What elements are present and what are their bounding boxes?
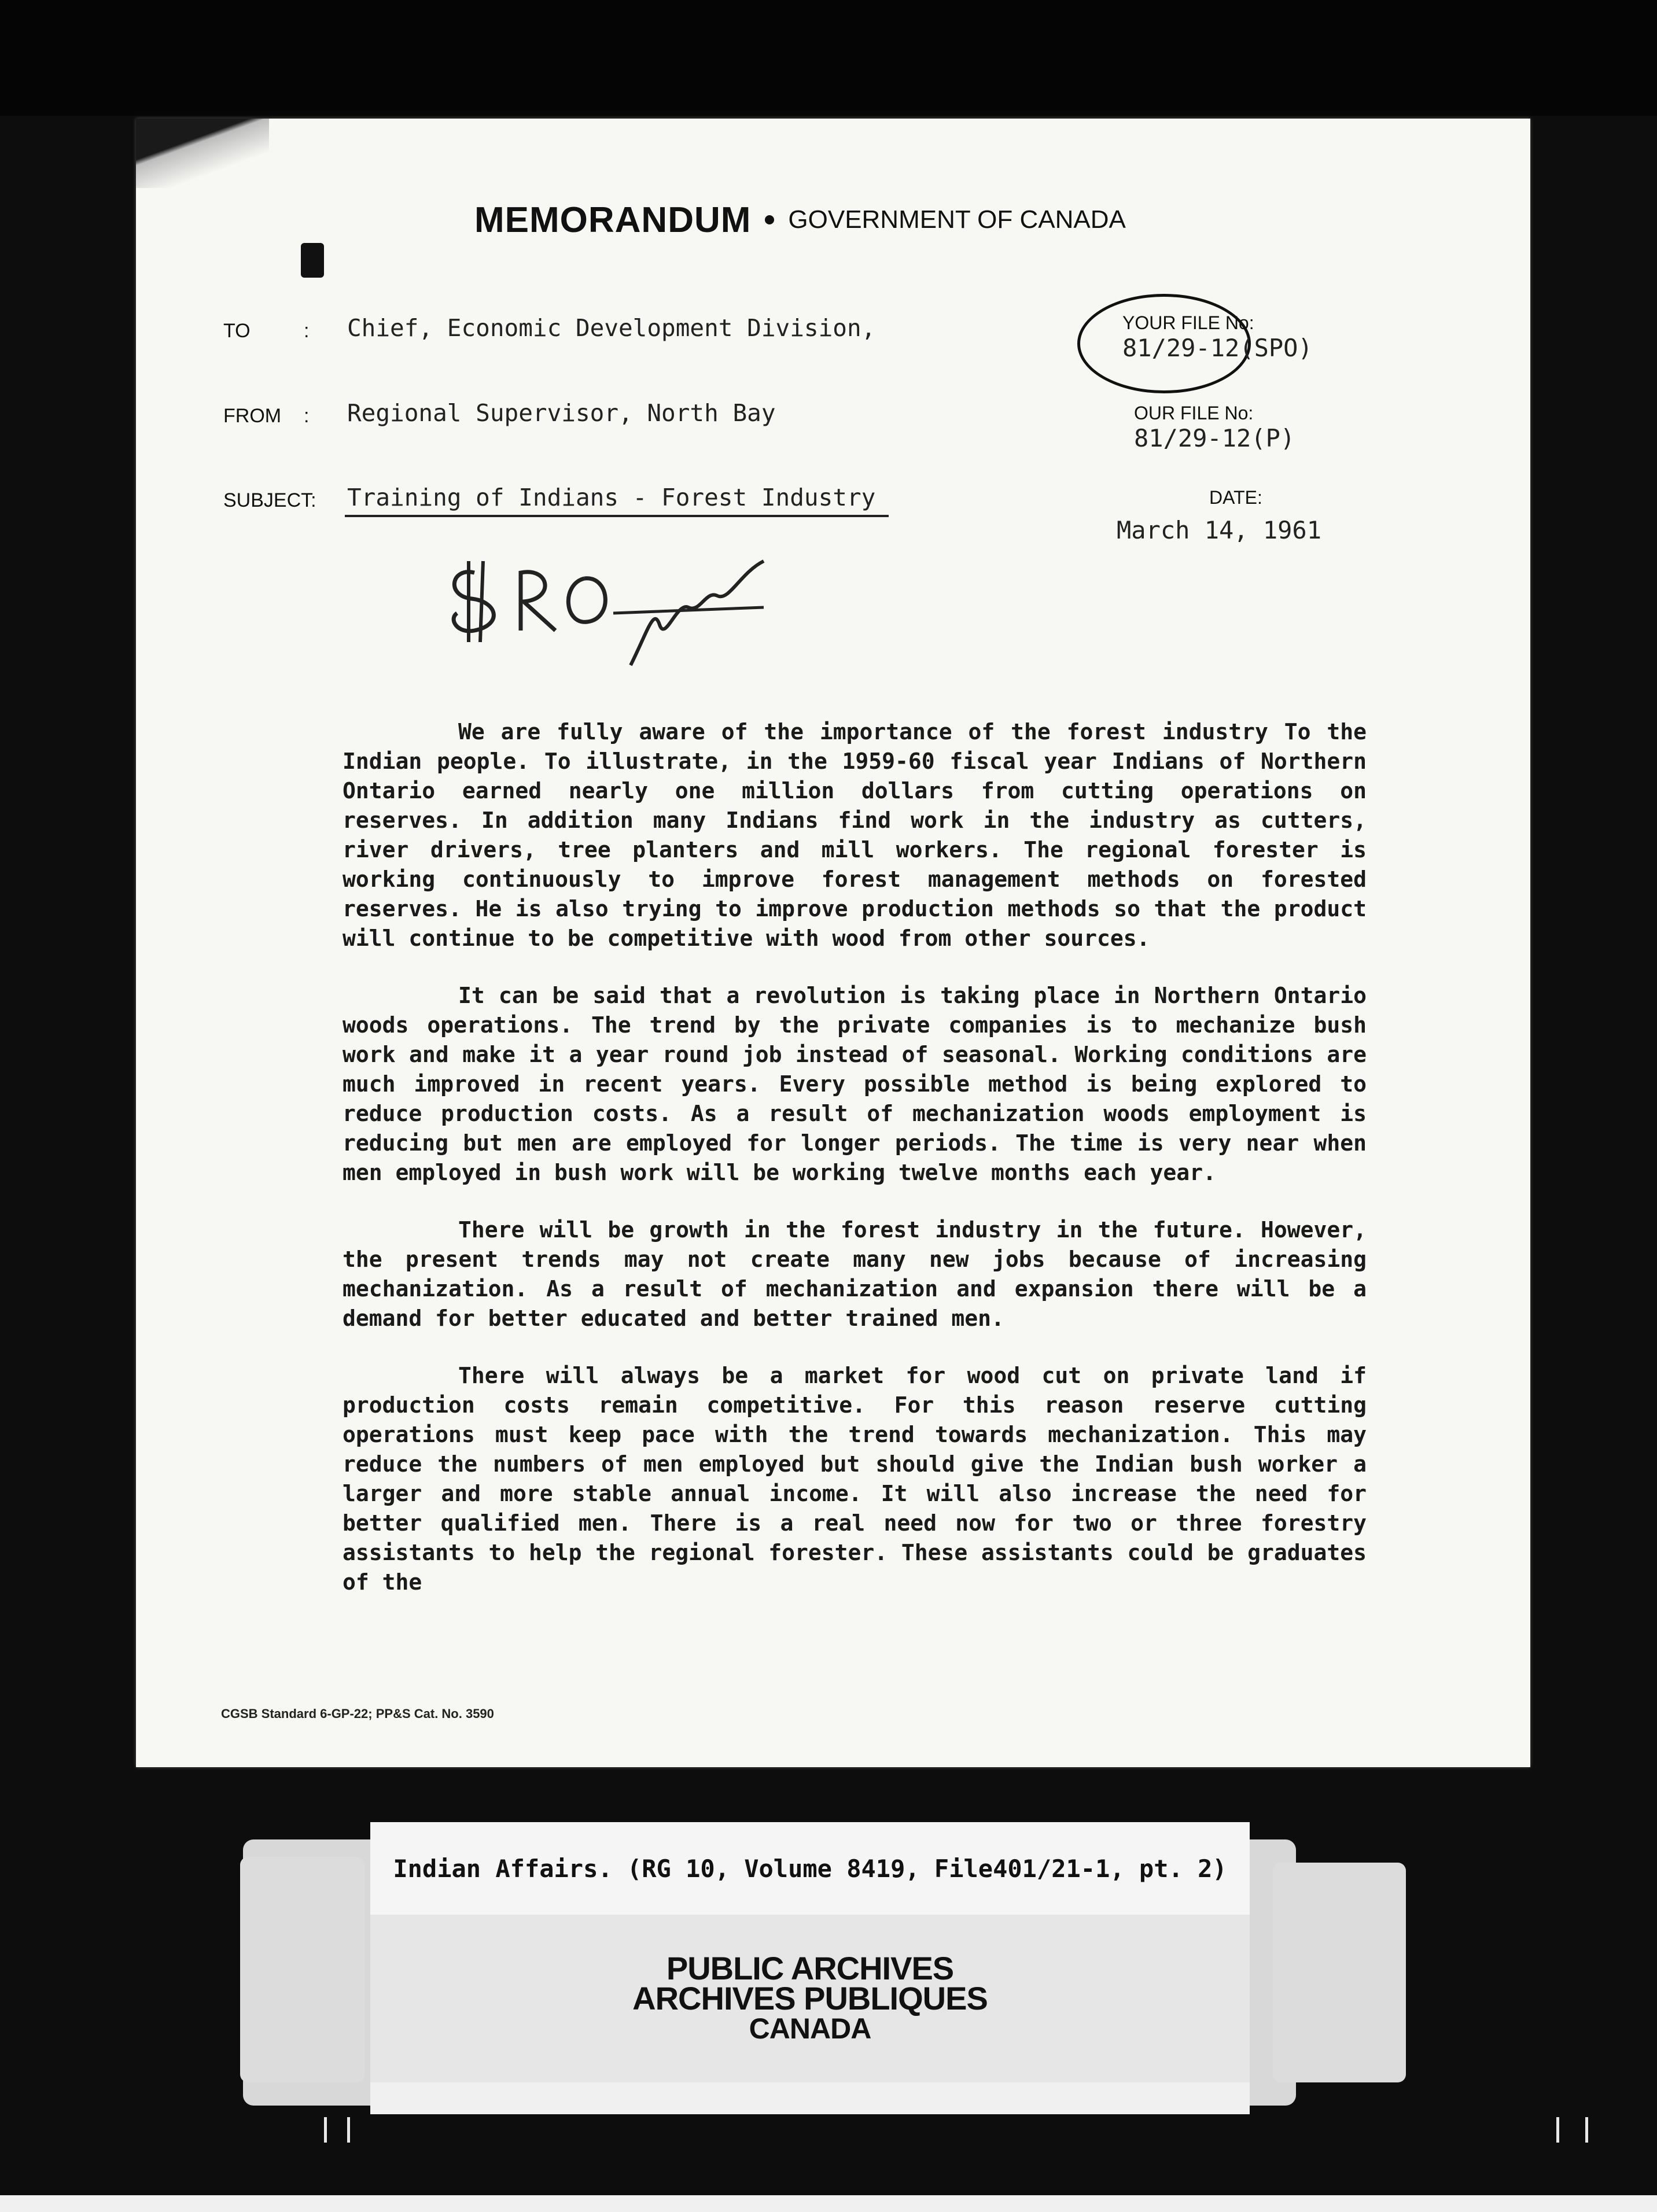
date-label-block [1209, 487, 1262, 508]
torn-corner [136, 119, 269, 188]
from-colon: : [304, 405, 310, 427]
ink-blot [301, 243, 324, 278]
stamp-line-2: ARCHIVES PUBLIQUES [632, 1980, 988, 2016]
subject-underline [345, 515, 889, 517]
film-mark [347, 2117, 350, 2143]
handwritten-initials [440, 550, 810, 683]
subject-label: SUBJECT: [223, 489, 316, 511]
memo-title: MEMORANDUM [474, 200, 752, 240]
bullet-dot [765, 215, 774, 224]
our-file [1134, 403, 1295, 452]
date-label: DATE: [1209, 487, 1262, 508]
form-code: CGSB Standard 6-GP-22; PP&S Cat. No. 3590 [221, 1706, 494, 1721]
your-file-label: YOUR FILE No: [1122, 312, 1254, 333]
subject-value: Training of Indians - Forest Industry [347, 484, 876, 511]
paragraph-4: There will always be a market for wood cut on private land if production costs remain competitive. For this reason reserve cutting operations must keep pace with the trend towards mechanization. This may reduce the numbers of men employed but should give the Indian bush worker a larger and more stable annual income. It will also increase the need for better qualified men. There is a real need now for two or three forestry assistants to help the regional forester. These assistants could be graduates of the [343, 1363, 1367, 1595]
to-label: TO [223, 320, 251, 342]
date-value-block [1117, 516, 1321, 544]
archive-reference: Indian Affairs. (RG 10, Volume 8419, File401/21-1, pt. 2) [393, 1854, 1227, 1883]
paragraph-1: We are fully aware of the importance of the forest industry To the Indian people. To illustrate, in the 1959-60 fiscal year Indians of Northern Ontario earned nearly one million dollars from cutting operations on reserves. In addition many Indians find work in the industry as cutters, river drivers, tree planters and mill workers. The regional forester is working continuously to improve forest management methods on forested reserves. He is also trying to improve production methods so that the product will continue to be competitive with wood from other sources. [343, 719, 1367, 951]
film-mark [324, 2117, 327, 2143]
film-border-bottom [0, 2195, 1657, 2212]
to-colon: : [304, 320, 310, 342]
film-mark [1585, 2117, 1588, 2143]
our-file-label: OUR FILE No: [1134, 403, 1254, 423]
memo-subtitle: GOVERNMENT OF CANADA [788, 205, 1126, 234]
from-value: Regional Supervisor, North Bay [347, 399, 776, 427]
film-border-top [0, 0, 1657, 116]
your-file-value: 81/29-12(SPO) [1122, 334, 1313, 362]
your-file [1122, 312, 1313, 362]
memo-header [474, 197, 1198, 243]
stamp-line-1: PUBLIC ARCHIVES [666, 1950, 954, 1986]
our-file-value: 81/29-12(P) [1134, 424, 1295, 452]
stamp-line-3: CANADA [749, 2012, 871, 2045]
date-value: March 14, 1961 [1117, 516, 1322, 544]
paragraph-2: It can be said that a revolution is taking place in Northern Ontario woods operations. The trend by the private companies is to mechanize bush work and make it a year round job instead of seasonal. Working conditions are much improved in recent years. Every possible method is being explored to reduce production costs. As a result of mechanization woods employment is reducing but men are employed for longer periods. The time is very near when men employed in bush work will be working twelve months each year. [343, 983, 1367, 1185]
archive-stamp [370, 1915, 1250, 2082]
to-value: Chief, Economic Development Division, [347, 314, 876, 342]
card-tab-right [1273, 1863, 1406, 2082]
card-bottom-strip [370, 2082, 1250, 2114]
memo-body [343, 717, 1367, 1625]
from-label: FROM [223, 405, 282, 427]
card-tab-left [240, 1857, 364, 2082]
film-mark [1556, 2117, 1559, 2143]
archive-reference-slip [370, 1822, 1250, 1915]
paragraph-3: There will be growth in the forest industry in the future. However, the present trends may not create many new jobs because of increasing mechanization. As a result of mechanization and expansion there will be a demand for better educated and better trained men. [343, 1217, 1367, 1331]
